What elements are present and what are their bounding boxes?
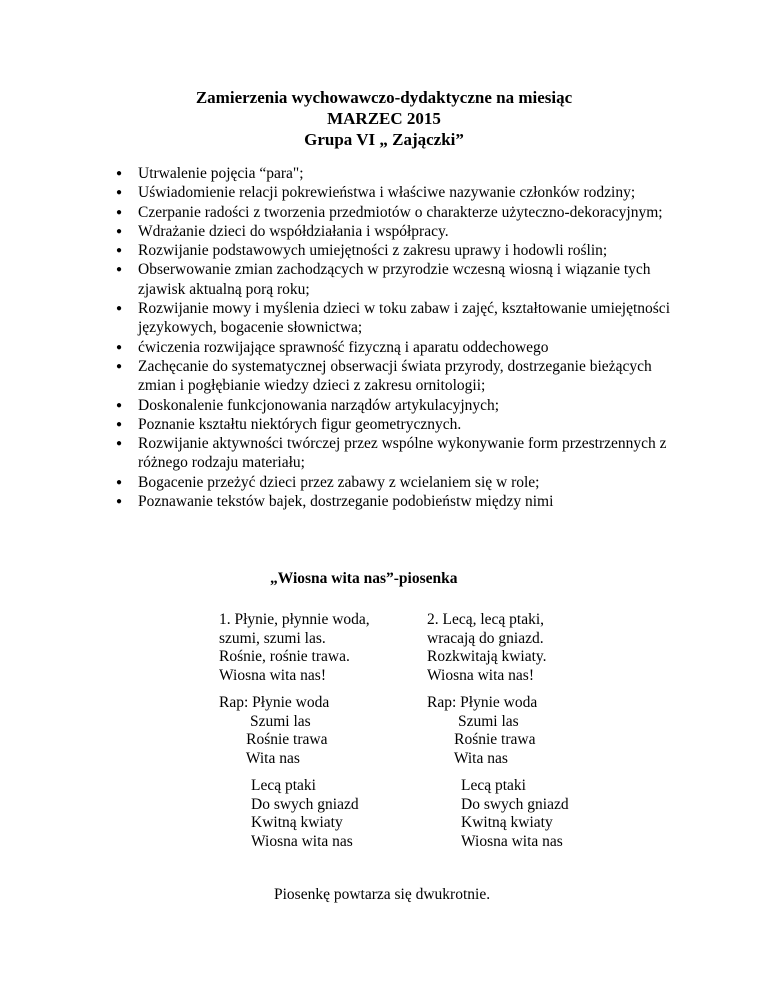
goal-text: Czerpanie radości z tworzenia przedmiotów o charakterze użyteczno-dekoracyjnym; [138,203,663,221]
bullet-icon: ● [116,225,123,237]
goal-text: Wdrażanie dzieci do współdziałania i współpracy. [138,222,449,240]
bullet-icon: ● [116,476,123,488]
rap-verse-2-continued: Lecą ptaki Do swych gniazd Kwitną kwiaty Wiosna wita nas [461,777,569,850]
goal-item [114,260,674,299]
goal-text: Rozwijanie mowy i myślenia dzieci w toku zabaw i zajęć, kształtowanie umiejętności językowych, bogacenie słownictwa; [138,300,670,337]
rap-verse-1: Rap: Płynie woda Szumi las Rośnie trawa Wita nas [219,694,330,767]
goal-item [114,222,674,241]
goal-text: ćwiczenia rozwijające sprawność fizyczną i aparatu oddechowego [138,338,549,356]
goal-item [114,299,674,338]
song-title: „Wiosna wita nas”-piosenka [270,570,458,587]
song-verse-2: 2. Lecą, lecą ptaki, wracają do gniazd. Rozkwitają kwiaty. Wiosna wita nas! [427,611,547,684]
bullet-icon: ● [116,341,123,353]
goal-item [114,396,674,415]
goal-item [114,203,674,222]
goal-item [114,338,674,357]
goal-text: Rozwijanie podstawowych umiejętności z zakresu uprawy i hodowli roślin; [138,242,608,260]
bullet-icon: ● [116,245,123,257]
goals-list [114,164,674,511]
bullet-icon: ● [116,360,123,372]
song-verse-1: 1. Płynie, płynnie woda, szumi, szumi las. Rośnie, rośnie trawa. Wiosna wita nas! [219,611,370,684]
rap-verse-2: Rap: Płynie woda Szumi las Rośnie trawa Wita nas [427,694,538,767]
closing-note: Piosenkę powtarza się dwukrotnie. [274,886,491,903]
goal-item [114,357,674,396]
goal-text: Poznanie kształtu niektórych figur geometrycznych. [138,415,462,433]
goal-text: Bogacenie przeżyć dzieci przez zabawy z wcielaniem się w role; [138,473,540,491]
bullet-icon: ● [116,496,123,508]
group-heading: Grupa VI „ Zajączki” [304,130,464,149]
bullet-icon: ● [116,438,123,450]
page-header [0,87,768,150]
bullet-icon: ● [116,399,123,411]
goal-item [114,492,674,511]
page-title: Zamierzenia wychowawczo-dydaktyczne na miesiąc [195,88,573,107]
goal-text: Utrwalenie pojęcia “para"; [138,165,304,182]
goal-text: Uświadomienie relacji pokrewieństwa i właściwe nazywanie członków rodziny; [138,184,636,202]
bullet-icon: ● [116,303,123,315]
bullet-icon: ● [116,206,123,218]
goal-text: Zachęcanie do systematycznej obserwacji świata przyrody, dostrzeganie bieżących zmian i pogłębianie wiedzy dzieci z zakresu ornitologii; [138,357,652,395]
month-heading: MARZEC 2015 [327,109,441,128]
goal-item [114,164,674,183]
goal-item [114,434,674,473]
goal-item [114,183,674,202]
goal-item [114,473,674,492]
bullet-icon: ● [116,187,123,199]
goal-text: Obserwowanie zmian zachodzących w przyrodzie wczesną wiosną i wiązanie tych zjawisk aktualną porą roku; [138,261,651,298]
goal-text: Doskonalenie funkcjonowania narządów artykulacyjnych; [138,396,500,414]
bullet-icon: ● [116,168,123,179]
rap-verse-1-continued: Lecą ptaki Do swych gniazd Kwitną kwiaty Wiosna wita nas [251,777,359,850]
goal-text: Poznawanie tekstów bajek, dostrzeganie podobieństw między nimi [138,493,554,511]
bullet-icon: ● [116,264,123,276]
goal-item [114,415,674,434]
goal-item [114,241,674,260]
goal-text: Rozwijanie aktywności twórczej przez wspólne wykonywanie form przestrzennych z różnego rodzaju materiału; [138,435,667,472]
bullet-icon: ● [116,418,123,430]
